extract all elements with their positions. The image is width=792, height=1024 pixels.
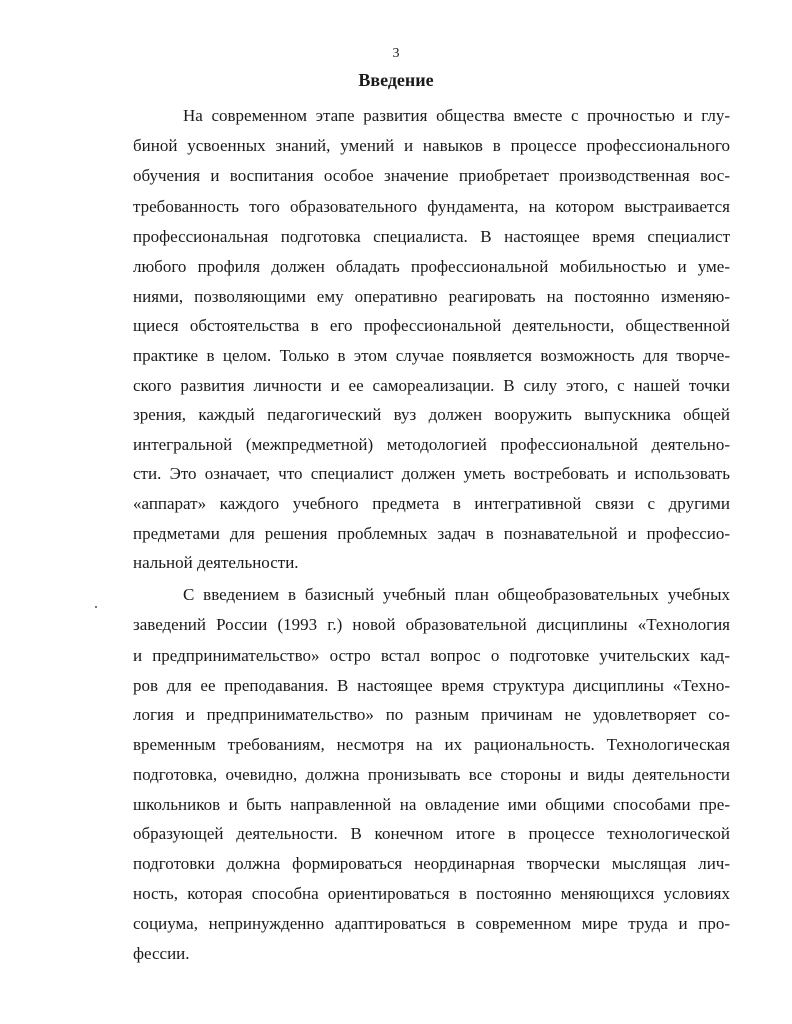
text-line: временным требованиям, несмотря на их рациональность. Технологическая	[133, 735, 730, 754]
text-line: образующей деятельности. В конечном итоге в процессе технологической	[133, 824, 730, 843]
text-line: сти. Это означает, что специалист должен уметь востребовать и использовать	[133, 464, 730, 483]
text-line: подготовка, очевидно, должна пронизывать все стороны и виды деятельности	[133, 765, 730, 784]
text-line: зрения, каждый педагогический вуз должен вооружить выпускника общей	[133, 405, 730, 424]
page-number: 3	[392, 46, 400, 61]
text-line: школьников и быть направленной на овладение ими общими способами пре-	[133, 795, 730, 814]
text-line: обучения и воспитания особое значение приобретает производственная вос-	[133, 166, 730, 185]
text-line: ров для ее преподавания. В настоящее время структура дисциплины «Техно-	[133, 676, 730, 695]
text-line: заведений России (1993 г.) новой образовательной дисциплины «Технология	[133, 615, 730, 634]
text-line: подготовки должна формироваться неординарная творчески мыслящая лич-	[133, 854, 730, 873]
text-line: С введением в базисный учебный план общеобразовательных учебных	[183, 585, 730, 604]
text-line: ность, которая способна ориентироваться в постоянно меняющихся условиях	[133, 884, 730, 903]
text-line: требованность того образовательного фундамента, на котором выстраивается	[133, 197, 730, 216]
text-line: биной усвоенных знаний, умений и навыков в процессе профессионального	[133, 136, 730, 155]
text-line: практике в целом. Только в этом случае появляется возможность для творче-	[133, 346, 730, 365]
text-line: любого профиля должен обладать профессиональной мобильностью и уме-	[133, 257, 730, 276]
scan-mark	[95, 606, 97, 608]
text-line: щиеся обстоятельства в его профессиональной деятельности, общественной	[133, 316, 730, 335]
text-line: интегральной (межпредметной) методологией профессиональной деятельно-	[133, 435, 730, 454]
text-line: ниями, позволяющими ему оперативно реагировать на постоянно изменяю-	[133, 287, 730, 306]
text-line: «аппарат» каждого учебного предмета в интегративной связи с другими	[133, 494, 730, 513]
text-line: социума, непринужденно адаптироваться в современном мире труда и про-	[133, 914, 730, 933]
text-line: логия и предпринимательство» по разным причинам не удовлетворяет со-	[133, 705, 730, 724]
text-line: и предпринимательство» остро встал вопрос о подготовке учительских кад-	[133, 646, 730, 665]
text-line: нальной деятельности.	[133, 553, 299, 572]
text-line: предметами для решения проблемных задач в познавательной и профессио-	[133, 524, 730, 543]
text-line: фессии.	[133, 944, 190, 963]
text-line: На современном этапе развития общества вместе с прочностью и глу-	[183, 106, 730, 125]
text-line: ского развития личности и ее самореализации. В силу этого, с нашей точки	[133, 376, 730, 395]
page-title: Введение	[358, 70, 434, 90]
text-line: профессиональная подготовка специалиста. В настоящее время специалист	[133, 227, 730, 246]
